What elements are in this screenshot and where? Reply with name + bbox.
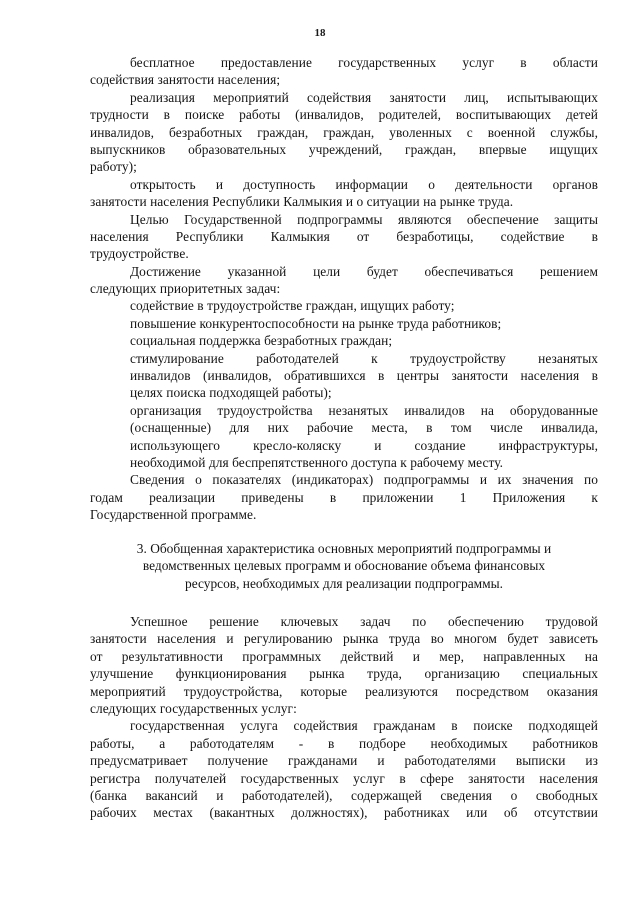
- text-line: улучшение функционирования рынка труда, организацию специальных: [90, 666, 598, 682]
- heading-line: ведомственных целевых программ и обоснование объема финансовых: [142, 558, 546, 574]
- text-line: работы, а работодателям - в подборе необходимых работников: [90, 735, 598, 751]
- text-line: от результативности программных действий и мер, направленных на: [90, 648, 598, 664]
- page-number: 18: [314, 27, 326, 39]
- text-line: трудности в поиске работы (инвалидов, родителей, воспитывающих детей: [90, 107, 598, 123]
- text-line: бесплатное предоставление государственных услуг в области: [130, 55, 598, 70]
- text-line: Успешное решение ключевых задач по обеспечению трудовой: [130, 614, 598, 629]
- text-line: следующих государственных услуг:: [90, 700, 297, 716]
- text-line: (оснащенные) для них рабочие места, в том числе инвалида,: [130, 420, 598, 436]
- text-line: государственная услуга содействия гражданам в поиске подходящей: [130, 718, 598, 734]
- text-line: открытость и доступность информации о деятельности органов: [130, 176, 598, 192]
- text-line: повышение конкурентоспособности на рынке труда работников;: [130, 315, 502, 331]
- text-line: использующего кресло-коляску и создание инфраструктуры,: [130, 437, 598, 453]
- heading-line: 3. Обобщенная характеристика основных мероприятий подпрограммы и: [136, 541, 552, 556]
- text-line: мероприятий трудоустройства, которые реализуются посредством оказания: [90, 683, 598, 699]
- text-line: Достижение указанной цели будет обеспечиваться решением: [130, 263, 598, 279]
- text-line: работу);: [90, 159, 137, 175]
- text-line: годам реализации приведены в приложении 1 Приложения к: [90, 489, 598, 505]
- heading-line: ресурсов, необходимых для реализации подпрограммы.: [185, 575, 503, 591]
- text-line: необходимой для беспрепятственного доступа к рабочему месту.: [130, 454, 504, 470]
- text-line: Государственной программе.: [90, 507, 257, 523]
- text-line: организация трудоустройства незанятых инвалидов на оборудованные: [130, 402, 598, 418]
- text-line: рабочих местах (вакантных должностях), работниках или об отсутствии: [90, 805, 598, 821]
- text-line: инвалидов, безработных граждан, граждан, уволенных с военной службы,: [90, 124, 598, 140]
- text-line: выпускников образовательных учреждений, граждан, впервые ищущих: [90, 141, 598, 157]
- text-line: социальная поддержка безработных граждан;: [130, 333, 393, 349]
- body-text-top: [90, 54, 598, 524]
- text-line: целях поиска подходящей работы);: [130, 385, 332, 401]
- text-line: занятости населения Республики Калмыкия и о ситуации на рынке труда.: [90, 194, 514, 210]
- text-line: содействия занятости населения;: [90, 72, 281, 88]
- text-line: трудоустройстве.: [90, 246, 189, 262]
- body-text-bottom: [90, 613, 598, 822]
- text-line: Сведения о показателях (индикаторах) подпрограммы и их значения по: [130, 472, 598, 488]
- text-line: реализация мероприятий содействия занятости лиц, испытывающих: [130, 89, 598, 105]
- text-line: предусматривает получение гражданами и работодателями выписки из: [90, 753, 598, 769]
- text-line: Целью Государственной подпрограммы являются обеспечение защиты: [130, 211, 598, 227]
- text-line: следующих приоритетных задач:: [90, 281, 281, 297]
- text-line: населения Республики Калмыкия от безработицы, содействие в: [90, 228, 598, 244]
- text-line: стимулирование работодателей к трудоустройству незанятых: [130, 350, 598, 366]
- text-line: (банка вакансий и работодателей), содержащей сведения о свободных: [90, 787, 598, 803]
- text-line: инвалидов (инвалидов, обратившихся в центры занятости населения в: [130, 368, 598, 384]
- text-line: содействие в трудоустройстве граждан, ищущих работу;: [130, 298, 455, 314]
- text-line: занятости населения и регулированию рынка труда во многом будет зависеть: [90, 631, 598, 647]
- section-heading: [90, 540, 598, 592]
- text-line: регистра получателей государственных услуг в сфере занятости населения: [90, 770, 598, 786]
